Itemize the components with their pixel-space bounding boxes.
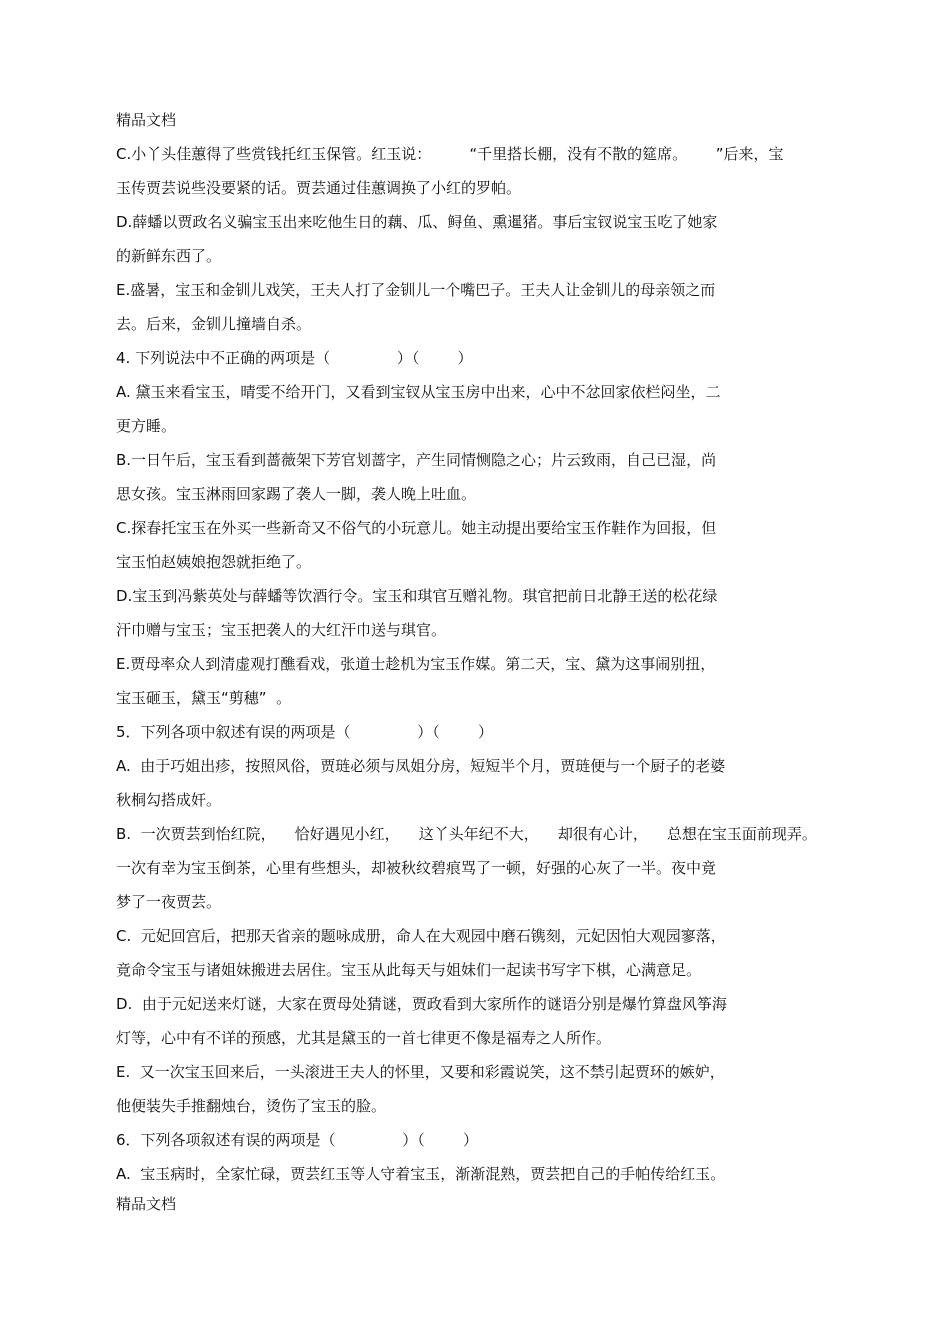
- text-line: E.盛暑，宝玉和金钏儿戏笑，王夫人打了金钏儿一个嘴巴子。王夫人让金钏儿的母亲领之而: [116, 281, 716, 299]
- text-line: B.一日午后，宝玉看到蔷薇架下芳官划蔷字，产生同情恻隐之心；片云致雨，自己已湿，尚: [116, 451, 717, 469]
- text-line: 他便装失手推翻烛台，烫伤了宝玉的脸。: [116, 1097, 387, 1115]
- text-line: A. 黛玉来看宝玉，晴雯不给开门，又看到宝钗从宝玉房中出来，心中不忿回家依栏闷坐，二: [116, 383, 721, 401]
- text-line: 宝玉怕赵姨娘抱怨就拒绝了。: [116, 553, 312, 571]
- page-footer: 精品文档: [116, 1195, 177, 1213]
- text-line: E.贾母率众人到清虚观打醮看戏，张道士趁机为宝玉作媒。第二天，宝、黛为这事闹别扭，: [116, 655, 716, 673]
- text-line: 玉传贾芸说些没要紧的话。贾芸通过佳蕙调换了小红的罗帕。: [116, 179, 522, 197]
- text-line: D. 由于元妃送来灯谜，大家在贾母处猜谜，贾政看到大家所作的谜语分别是爆竹算盘风筝海: [116, 995, 727, 1013]
- text-line: C.探春托宝玉在外买一些新奇又不俗气的小玩意儿。她主动提出要给宝玉作鞋作为回报，但: [116, 519, 717, 537]
- text-line: 的新鲜东西了。: [116, 247, 222, 265]
- text-line: E. 又一次宝玉回来后，一头滚进王夫人的怀里，又要和彩霞说笑，这不禁引起贾环的嫉妒，: [116, 1063, 725, 1081]
- text-line: D.宝玉到冯紫英处与薛蟠等饮酒行令。宝玉和琪官互赠礼物。琪官把前日北静王送的松花绿: [116, 587, 718, 605]
- text-line: 秋桐勾搭成奸。: [116, 791, 222, 809]
- text-line: 更方睡。: [116, 417, 177, 435]
- question-heading: 5．下列各项中叙述有误的两项是（ ）（ ）: [116, 723, 493, 741]
- text-line: A. 由于巧姐出疹，按照风俗，贾琏必须与凤姐分房，短短半个月，贾琏便与一个厨子的老婆: [116, 757, 726, 775]
- text-line: A. 宝玉病时，全家忙碌，贾芸红玉等人守着宝玉，渐渐混熟，贾芸把自己的手帕传给红玉。: [116, 1165, 726, 1183]
- text-line: 竟命令宝玉与诸姐妹搬进去居住。宝玉从此每天与姐妹们一起读书写字下棋，心满意足。: [116, 961, 702, 979]
- text-line: B. 一次贾芸到怡红院， 恰好遇见小红， 这丫头年纪不大， 却很有心计， 总想在宝玉面前现弄。: [116, 825, 817, 843]
- text-line: C.小丫头佳蕙得了些赏钱托红玉保管。红玉说： “千里搭长棚，没有不散的筵席。 ”后来，宝: [116, 145, 784, 163]
- page-header: 精品文档: [116, 111, 177, 129]
- text-line: 一次有幸为宝玉倒茶，心里有些想头，却被秋纹碧痕骂了一顿，好强的心灰了一半。夜中竟: [116, 859, 717, 877]
- text-line: 去。后来，金钏儿撞墙自杀。: [116, 315, 312, 333]
- text-line: C. 元妃回宫后，把那天省亲的题咏成册，命人在大观园中磨石镌刻，元妃因怕大观园寥落，: [116, 927, 726, 945]
- text-line: 思女孩。宝玉淋雨回家踢了袭人一脚，袭人晚上吐血。: [116, 485, 477, 503]
- text-line: D.薛蟠以贾政名义骗宝玉出来吃他生日的藕、瓜、鲟鱼、熏暹猪。事后宝钗说宝玉吃了她家: [116, 213, 718, 231]
- text-line: 宝玉砸玉，黛玉“剪穗” 。: [116, 689, 292, 707]
- question-heading: 6．下列各项叙述有误的两项是（ ）（ ）: [116, 1131, 478, 1149]
- text-line: 灯等，心中有不详的预感，尤其是黛玉的一首七律更不像是福寿之人所作。: [116, 1029, 612, 1047]
- text-line: 汗巾赠与宝玉；宝玉把袭人的大红汗巾送与琪官。: [116, 621, 447, 639]
- question-heading: 4. 下列说法中不正确的两项是（ ）（ ）: [116, 349, 473, 367]
- text-line: 梦了一夜贾芸。: [116, 893, 222, 911]
